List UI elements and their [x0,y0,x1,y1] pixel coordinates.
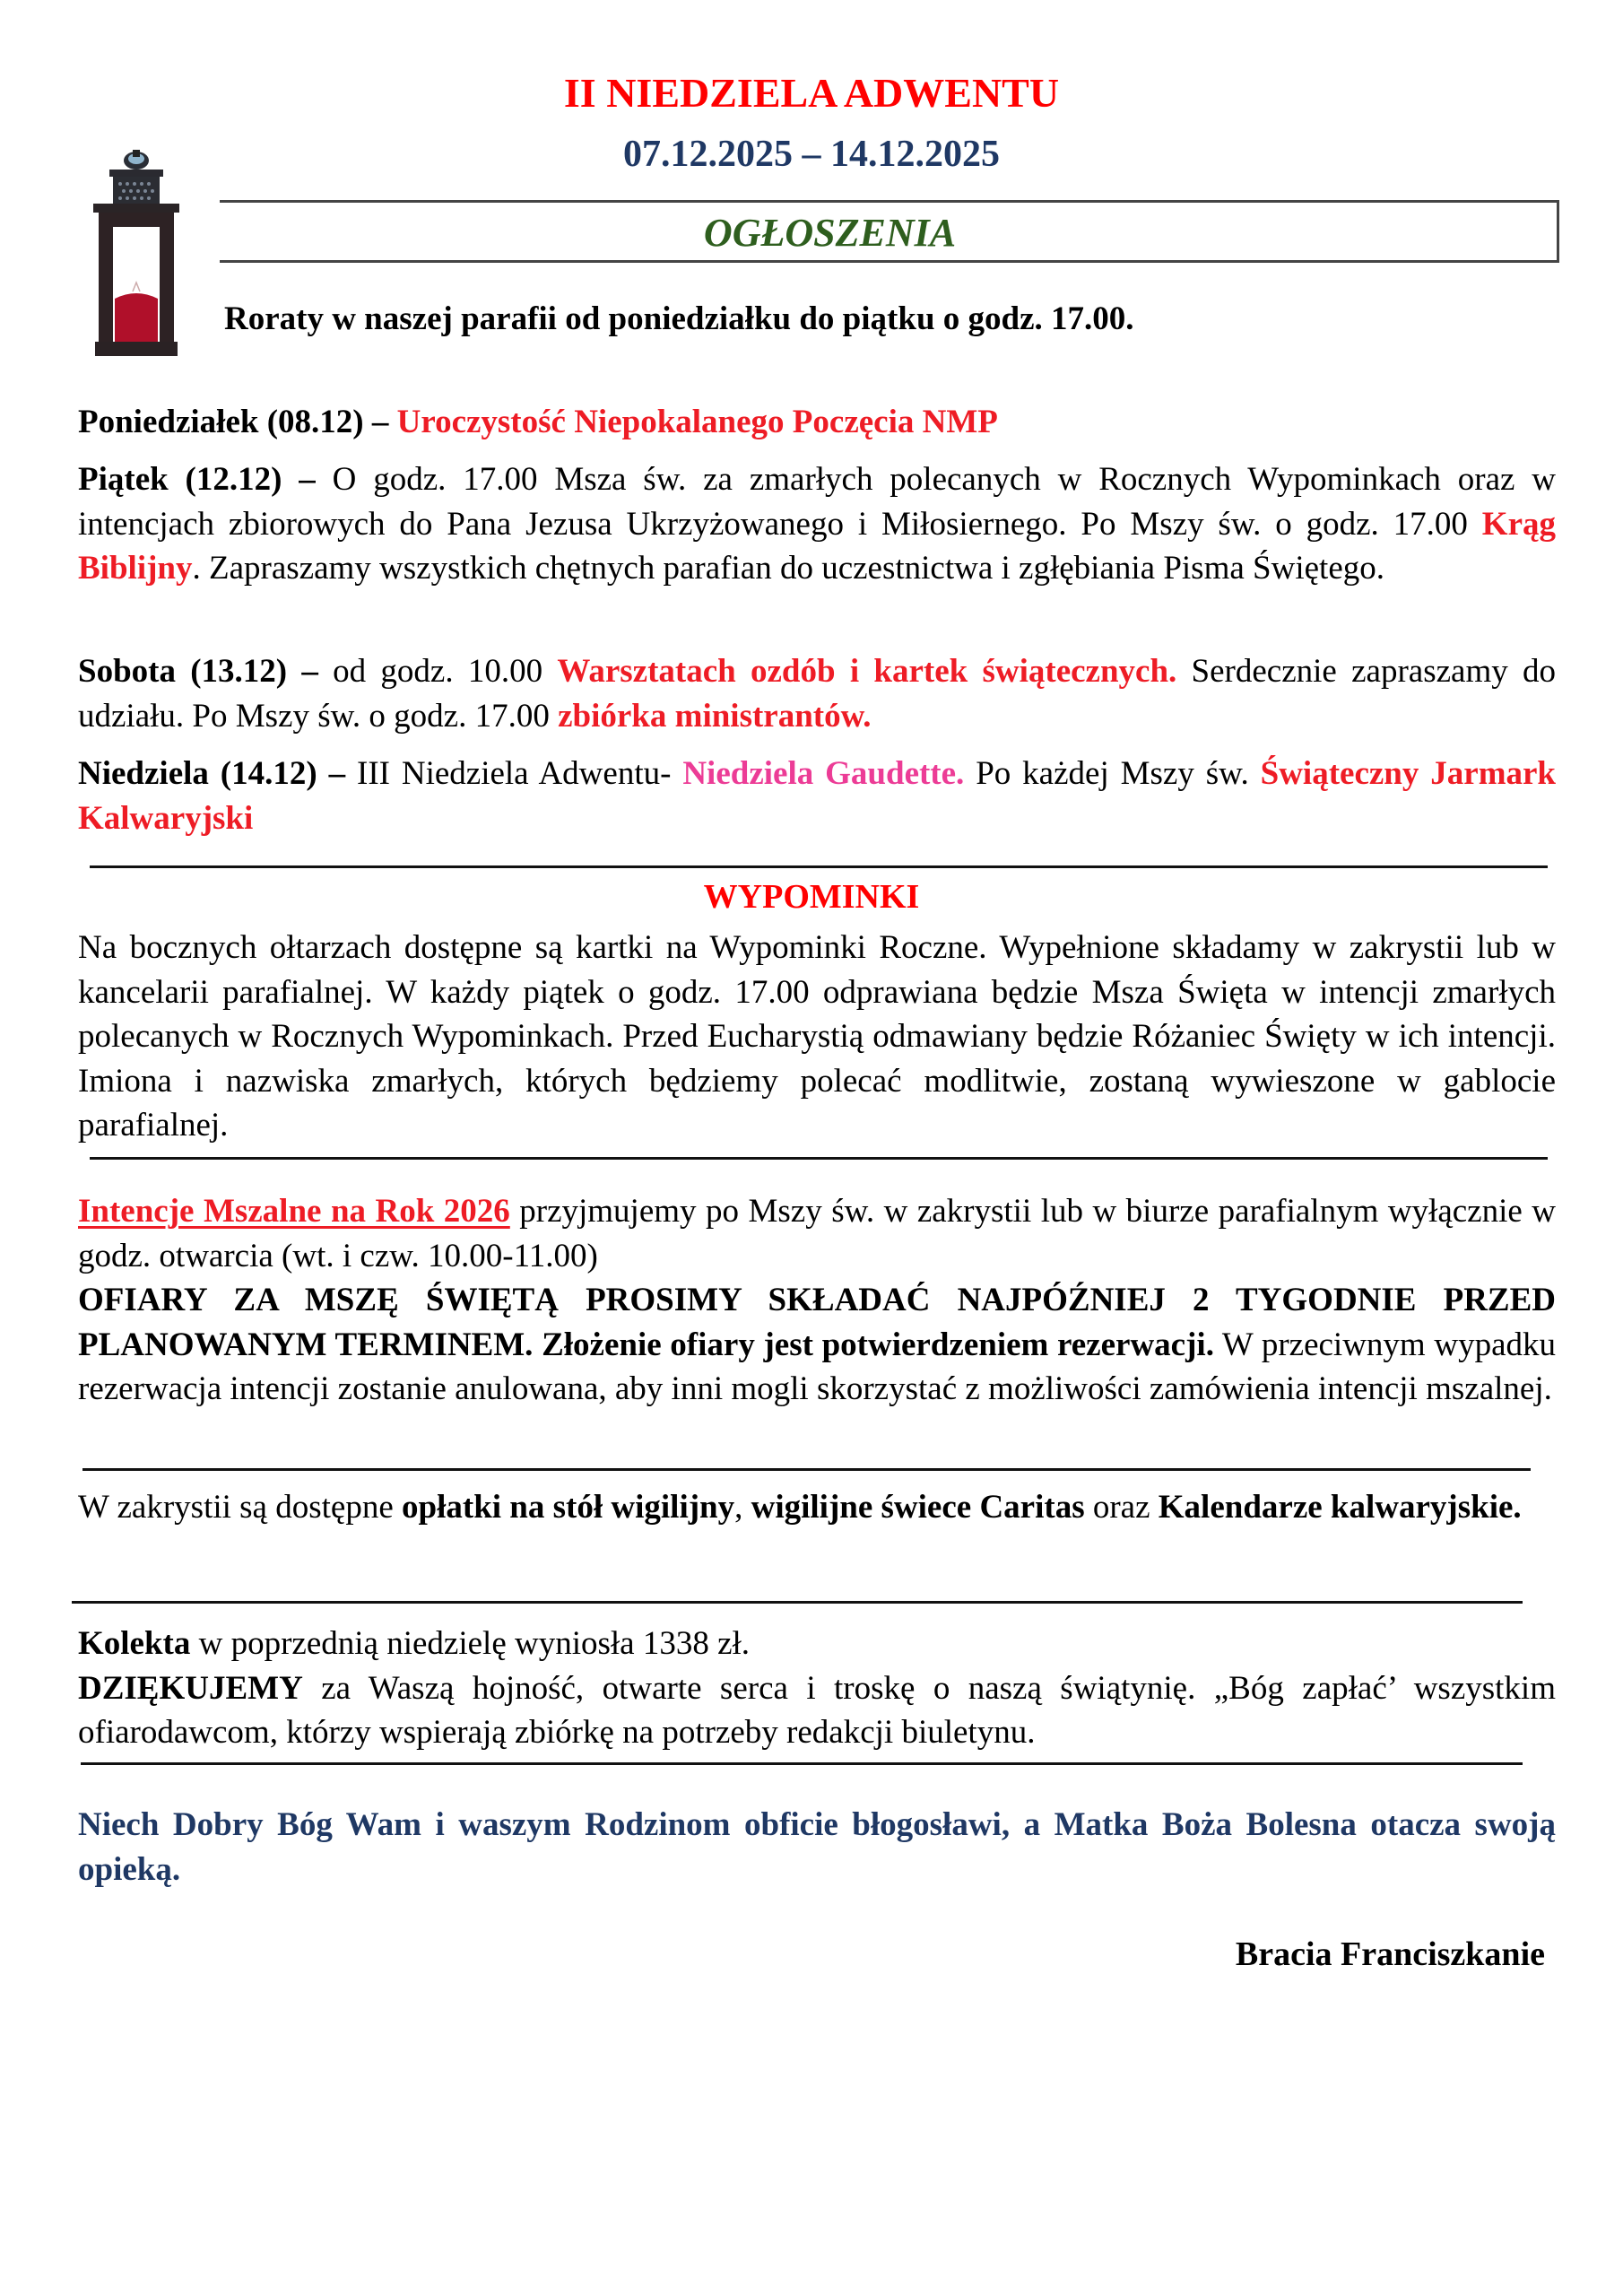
zakrystia-calendars: Kalendarze kalwaryjskie. [1158,1489,1522,1526]
divider [90,865,1548,868]
zakrystia-text: W zakrystii są dostępne [78,1489,403,1526]
lantern-icon [82,148,190,363]
signature: Bracia Franciszkanie [1235,1935,1545,1973]
zakrystia-wafers: opłatki na stół wigilijny [402,1489,735,1526]
zakrystia-comma: , [734,1489,751,1526]
friday-highlight: Krąg Biblijny [78,505,1556,587]
sunday-fair: Świąteczny Jarmark Kalwaryjski [78,755,1557,837]
friday-text-2: . Zapraszamy wszystkich chętnych parafian do uczestnictwa i zgłębiania Pisma Świętego. [192,550,1384,587]
kolekta-amount-text: w poprzednią niedzielę wyniosła 1338 zł. [190,1625,751,1662]
wypominki-paragraph: Na bocznych ołtarzach dostępne są kartki na Wypominki Roczne. Wypełnione składamy w zakrystii lub w kancelarii parafialnej. W każdy piątek o godz. 17.00 odprawiana będzie Msza Święta w intencji zmarłych polecanych w Rocznych Wypominkach. Przed Eucharystią odmawiany będzie Różaniec Święty w ich intencji. Imiona i nazwiska zmarłych, których będziemy polecać modlitwie, zostaną wywieszone w gablocie parafialnej. [78,929,1556,1144]
zakrystia-candles: wigilijne świece Caritas [751,1489,1085,1526]
divider [81,1762,1523,1765]
roraty-notice: Roraty w naszej parafii od poniedziałku do piątku o godz. 17.00. [224,300,1134,337]
intencje-text: przyjmujemy po Mszy św. w zakrystii lub w biurze parafialnym wyłącznie w godz. otwarcia (wt. i czw. 10.00-11.00) [78,1193,1556,1274]
kolekta-section [78,1622,1556,1755]
sunday-text: III Niedziela Adwentu- [345,755,683,792]
announcements-header-box [220,200,1559,263]
thanks-label: DZIĘKUJEMY [78,1669,303,1707]
sunday-gaudete: Niedziela Gaudette. [682,755,965,792]
divider [82,1468,1531,1471]
divider [90,1157,1548,1160]
saturday-highlight-workshop: Warsztatach ozdób i kartek świątecznych. [557,653,1177,690]
friday-entry [78,457,1556,591]
monday-entry [78,400,1556,445]
section-label: OGŁOSZENIA [703,211,957,255]
thanks-text: za Waszą hojność, otwarte serca i troskę o naszą świątynię. „Bóg zapłać’ wszystkim ofiarodawcom, którzy wspierają zbiórkę na potrzeby redakcji biuletynu. [78,1669,1556,1751]
kolekta-label: Kolekta [78,1625,191,1662]
sunday-text-2: Po każdej Mszy św. [964,755,1261,792]
intencje-link[interactable]: Intencje Mszalne na Rok 2026 [78,1193,510,1230]
sunday-label: Niedziela (14.12) – [78,755,346,792]
wypominki-text [78,926,1556,1148]
friday-label: Piątek (12.12) – [78,461,316,498]
saturday-entry [78,649,1556,738]
intencje-text-2: W przeciwnym wypadku rezerwacja intencji zostanie anulowana, aby inni mogli skorzystać z możliwości zamówienia intencji mszalnej. [78,1326,1556,1407]
date-range: 07.12.2025 – 14.12.2025 [623,134,1000,175]
saturday-text: od godz. 10.00 [317,653,558,690]
wypominki-title: WYPOMINKI [703,878,920,916]
intencje-section [78,1189,1556,1412]
page-title: II NIEDZIELA ADWENTU [563,70,1060,116]
zakrystia-section [78,1485,1556,1530]
saturday-highlight-altar-servers: zbiórka ministrantów. [558,697,872,735]
saturday-text-2: Serdecznie zapraszamy do udziału. Po Mszy św. o godz. 17.00 [78,653,1556,735]
monday-event: Uroczystość Niepokalanego Poczęcia NMP [396,404,998,440]
blessing [78,1803,1556,1892]
saturday-label: Sobota (13.12) – [78,653,318,690]
zakrystia-and: oraz [1084,1489,1159,1526]
intencje-warning: OFIARY ZA MSZĘ ŚWIĘTĄ PROSIMY SKŁADAĆ NAJPÓŹNIEJ 2 TYGODNIE PRZED PLANOWANYM TERMINEM. Złożenie ofiary jest potwierdzeniem rezerwacji. [78,1282,1556,1363]
sunday-entry [78,752,1556,840]
friday-text: O godz. 17.00 Msza św. za zmarłych polecanych w Rocznych Wypominkach oraz w intencjach zbiorowych do Pana Jezusa Ukrzyżowanego i Miłosiernego. Po Mszy św. o godz. 17.00 [78,461,1556,543]
divider [72,1601,1523,1604]
monday-label: Poniedziałek (08.12) – [78,404,389,440]
blessing-text: Niech Dobry Bóg Wam i waszym Rodzinom obficie błogosławi, a Matka Boża Bolesna otacza swoją opieką. [78,1806,1556,1888]
